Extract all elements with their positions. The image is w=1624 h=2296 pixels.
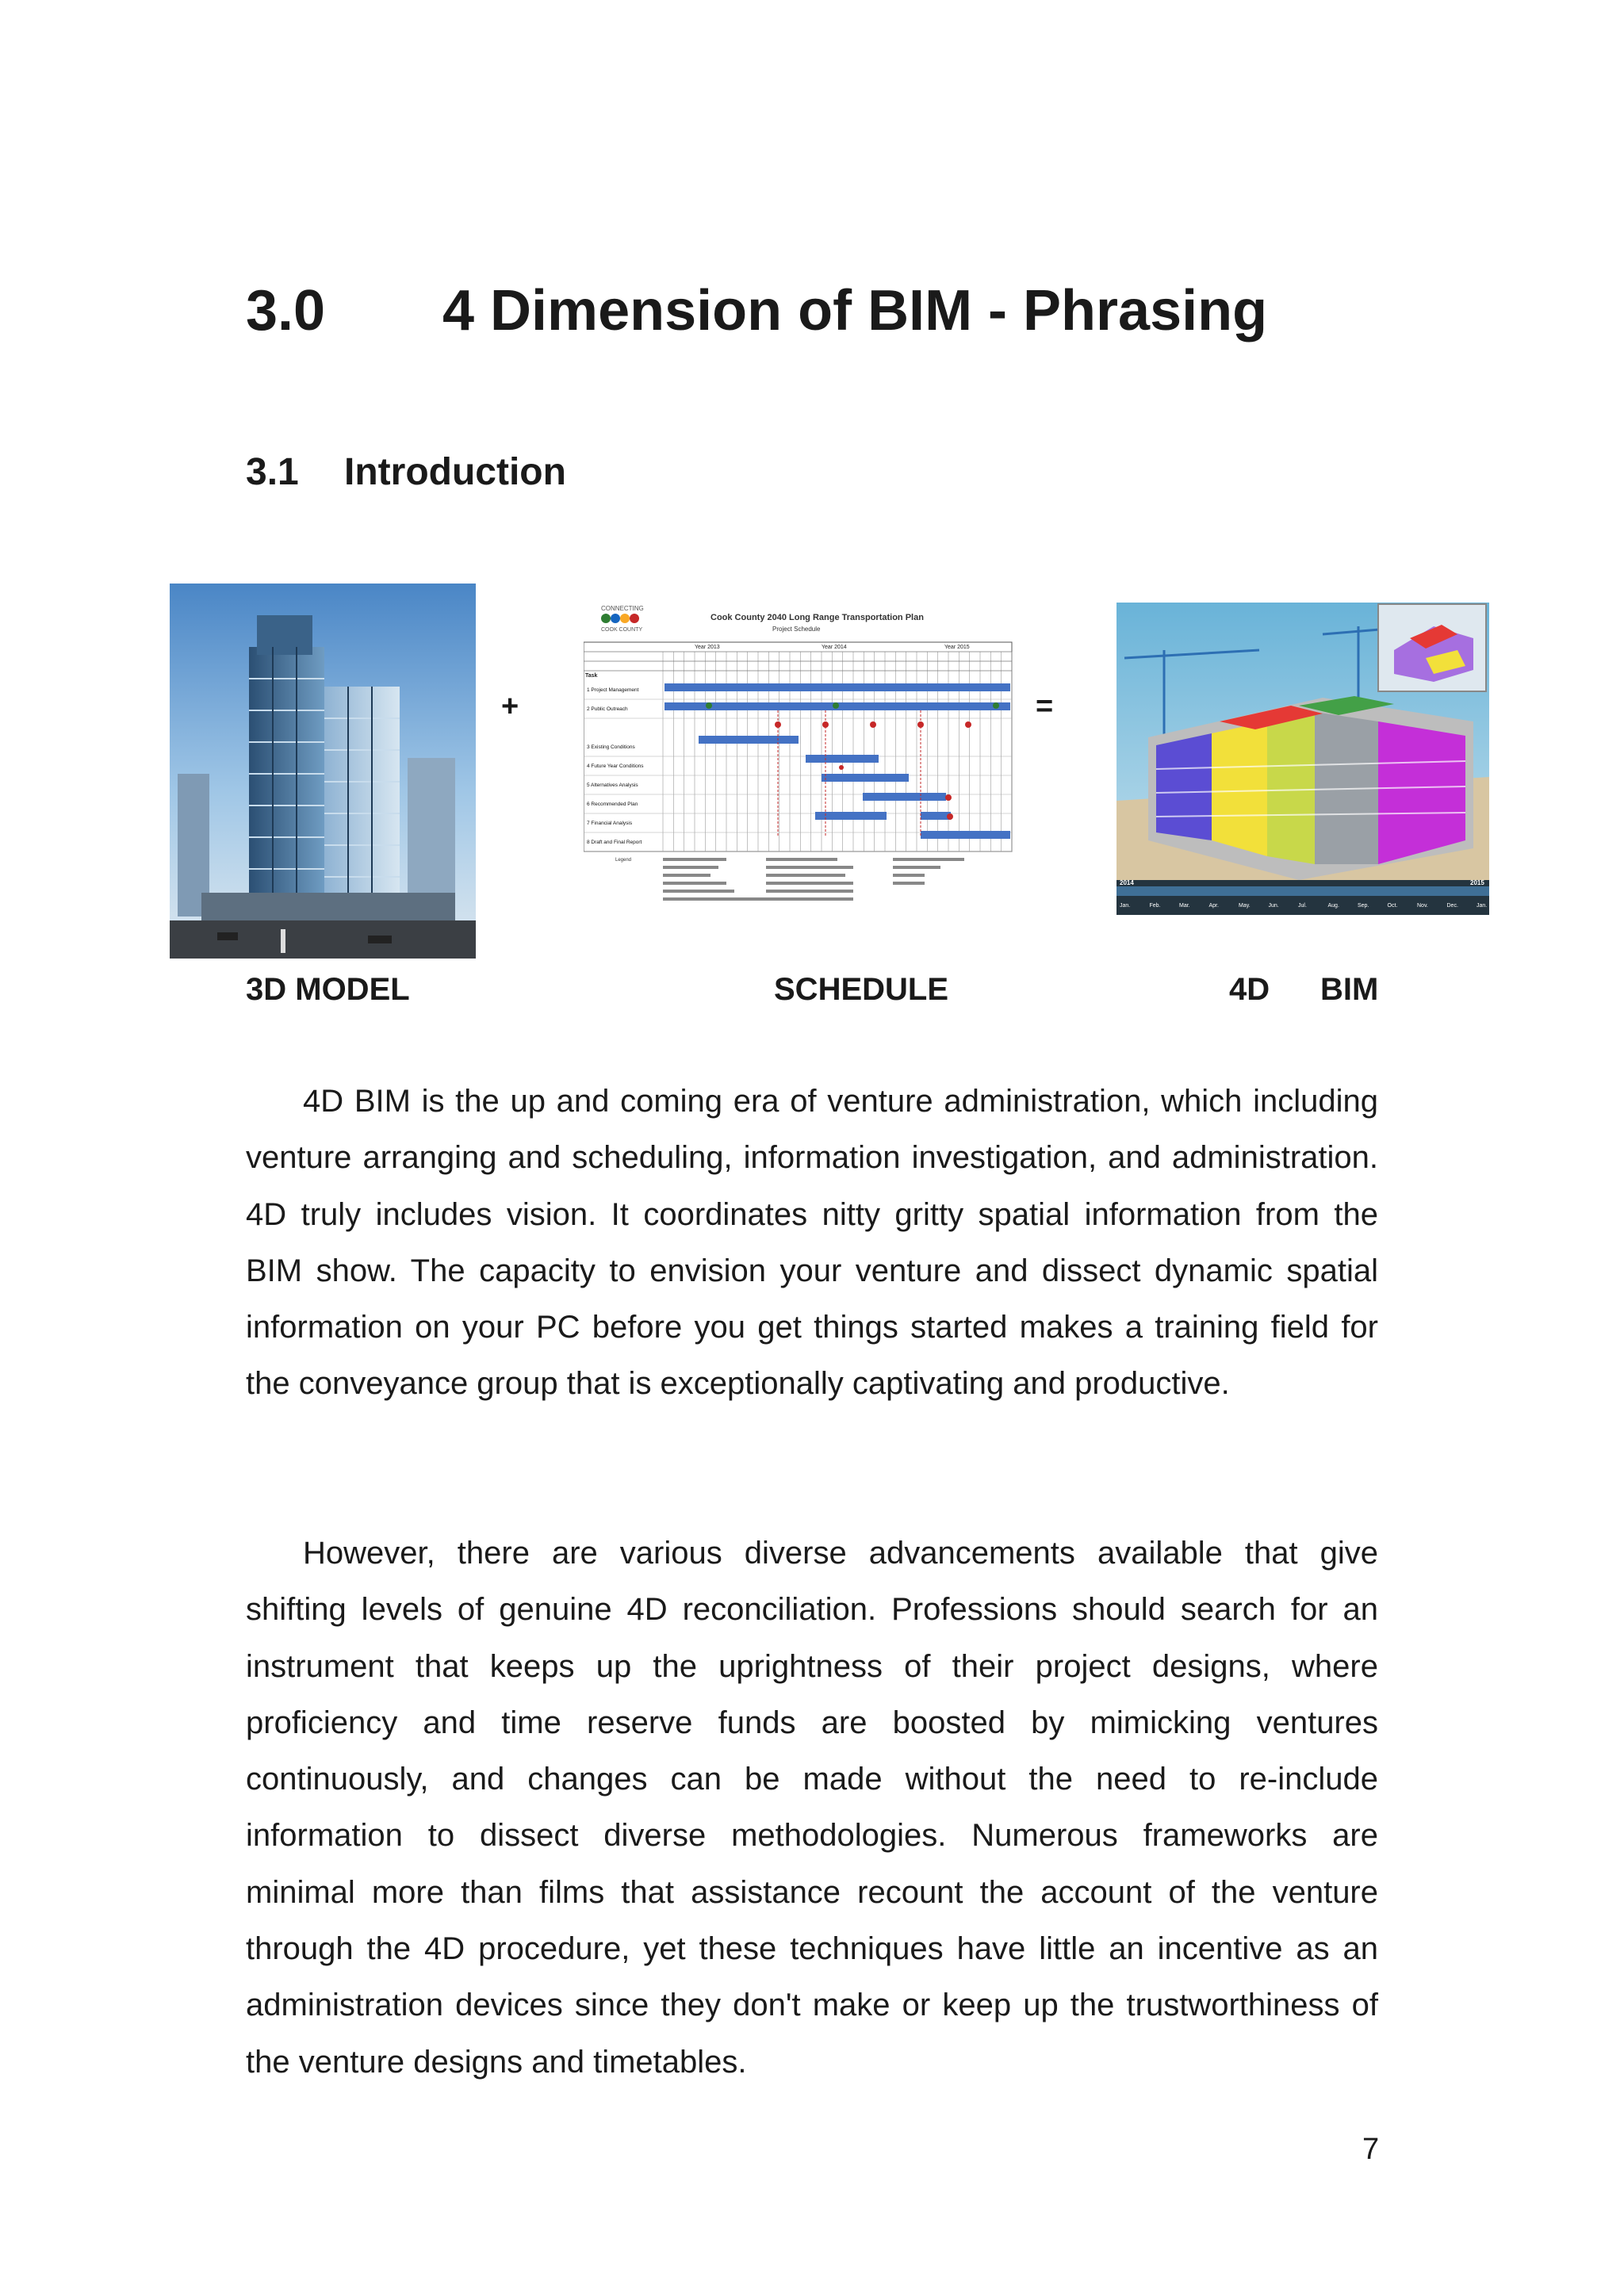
- section-title: 4 Dimension of BIM - Phrasing: [442, 279, 1268, 342]
- label-4d: 4D: [1229, 972, 1270, 1007]
- schedule-task-7: 7 Financial Analysis: [587, 821, 633, 826]
- plus-sign: +: [501, 690, 519, 723]
- bim-month-label: Sep.: [1358, 903, 1369, 909]
- schedule-task-header: Task: [585, 673, 598, 679]
- building-3d-model-image: [170, 584, 476, 959]
- schedule-title: Cook County 2040 Long Range Transportation Plan: [710, 613, 924, 622]
- bim-month-label: May.: [1239, 903, 1251, 909]
- paragraph-1: [246, 1073, 1378, 1413]
- schedule-logo-top: CONNECTING: [601, 605, 644, 612]
- schedule-legend-label: Legend: [615, 858, 632, 863]
- bim-month-label: Apr.: [1208, 903, 1219, 909]
- schedule-task-5: 5 Alternatives Analysis: [587, 783, 638, 788]
- label-schedule: SCHEDULE: [774, 972, 949, 1007]
- schedule-task-8: 8 Draft and Final Report: [587, 840, 642, 845]
- bim-month-label: Oct.: [1387, 903, 1398, 909]
- paragraph-1-text: 4D BIM is the up and coming era of venture administration, which including venture arranging and scheduling, information investigation, and administration. 4D truly includes vision. It coordinates nitty gritty spatial information from the BIM show. The capacity to envision your venture and dissect dynamic spatial information on your PC before you get things started makes a training field for the conveyance group that is exceptionally captivating and productive.: [246, 1084, 1378, 1402]
- schedule-year-2: Year 2014: [822, 645, 847, 650]
- subsection-title: Introduction: [344, 451, 566, 493]
- project-schedule-image: [584, 599, 1018, 916]
- page-number: 7: [1362, 2133, 1380, 2166]
- bim-month-label: Dec.: [1446, 903, 1458, 909]
- schedule-task-2: 2 Public Outreach: [587, 706, 628, 712]
- schedule-task-4: 4 Future Year Conditions: [587, 763, 644, 769]
- schedule-subtitle: Project Schedule: [772, 626, 821, 633]
- bim-timeline-end: 2015: [1470, 879, 1484, 886]
- bim-month-label: Feb.: [1149, 903, 1161, 909]
- bim-month-label: Nov.: [1417, 903, 1428, 909]
- bim-month-label: Jan.: [1120, 903, 1131, 909]
- subsection-heading: [246, 453, 566, 492]
- bim-month-label: Jul.: [1298, 903, 1307, 909]
- bim-month-label: Jun.: [1268, 903, 1279, 909]
- bim-timeline-start: 2014: [1120, 879, 1134, 886]
- schedule-year-1: Year 2013: [695, 645, 720, 650]
- bim-4d-construction-image: [1116, 603, 1489, 915]
- schedule-task-3: 3 Existing Conditions: [587, 744, 635, 750]
- bim-month-label: Mar.: [1179, 903, 1190, 909]
- schedule-logo-bottom: COOK COUNTY: [601, 627, 643, 633]
- paragraph-2-text: However, there are various diverse advancements available that give shifting levels of genuine 4D reconciliation. Professions should search for an instrument that keeps up the uprightness of their project designs, where proficiency and time reserve funds are boosted by mimicking ventures continuously, and changes can be made without the need to re-include information to dissect diverse methodologies. Numerous frameworks are minimal more than films that assistance recount the account of the venture through the 4D procedure, yet these techniques have little an incentive as an administration devices since they don't make or keep up the trustworthiness of the venture designs and timetables.: [246, 1536, 1378, 2080]
- section-heading: [246, 279, 1268, 342]
- subsection-number: 3.1: [246, 451, 299, 493]
- bim-month-label: Jan.: [1477, 903, 1488, 909]
- label-bim: BIM: [1320, 972, 1379, 1007]
- equals-sign: =: [1036, 690, 1054, 723]
- label-3d-model: 3D MODEL: [246, 972, 410, 1007]
- section-number: 3.0: [246, 279, 326, 342]
- paragraph-2: [246, 1525, 1378, 2091]
- bim-month-label: Aug.: [1327, 903, 1339, 909]
- schedule-task-1: 1 Project Management: [587, 687, 639, 693]
- schedule-year-3: Year 2015: [944, 645, 970, 650]
- schedule-task-6: 6 Recommended Plan: [587, 802, 638, 807]
